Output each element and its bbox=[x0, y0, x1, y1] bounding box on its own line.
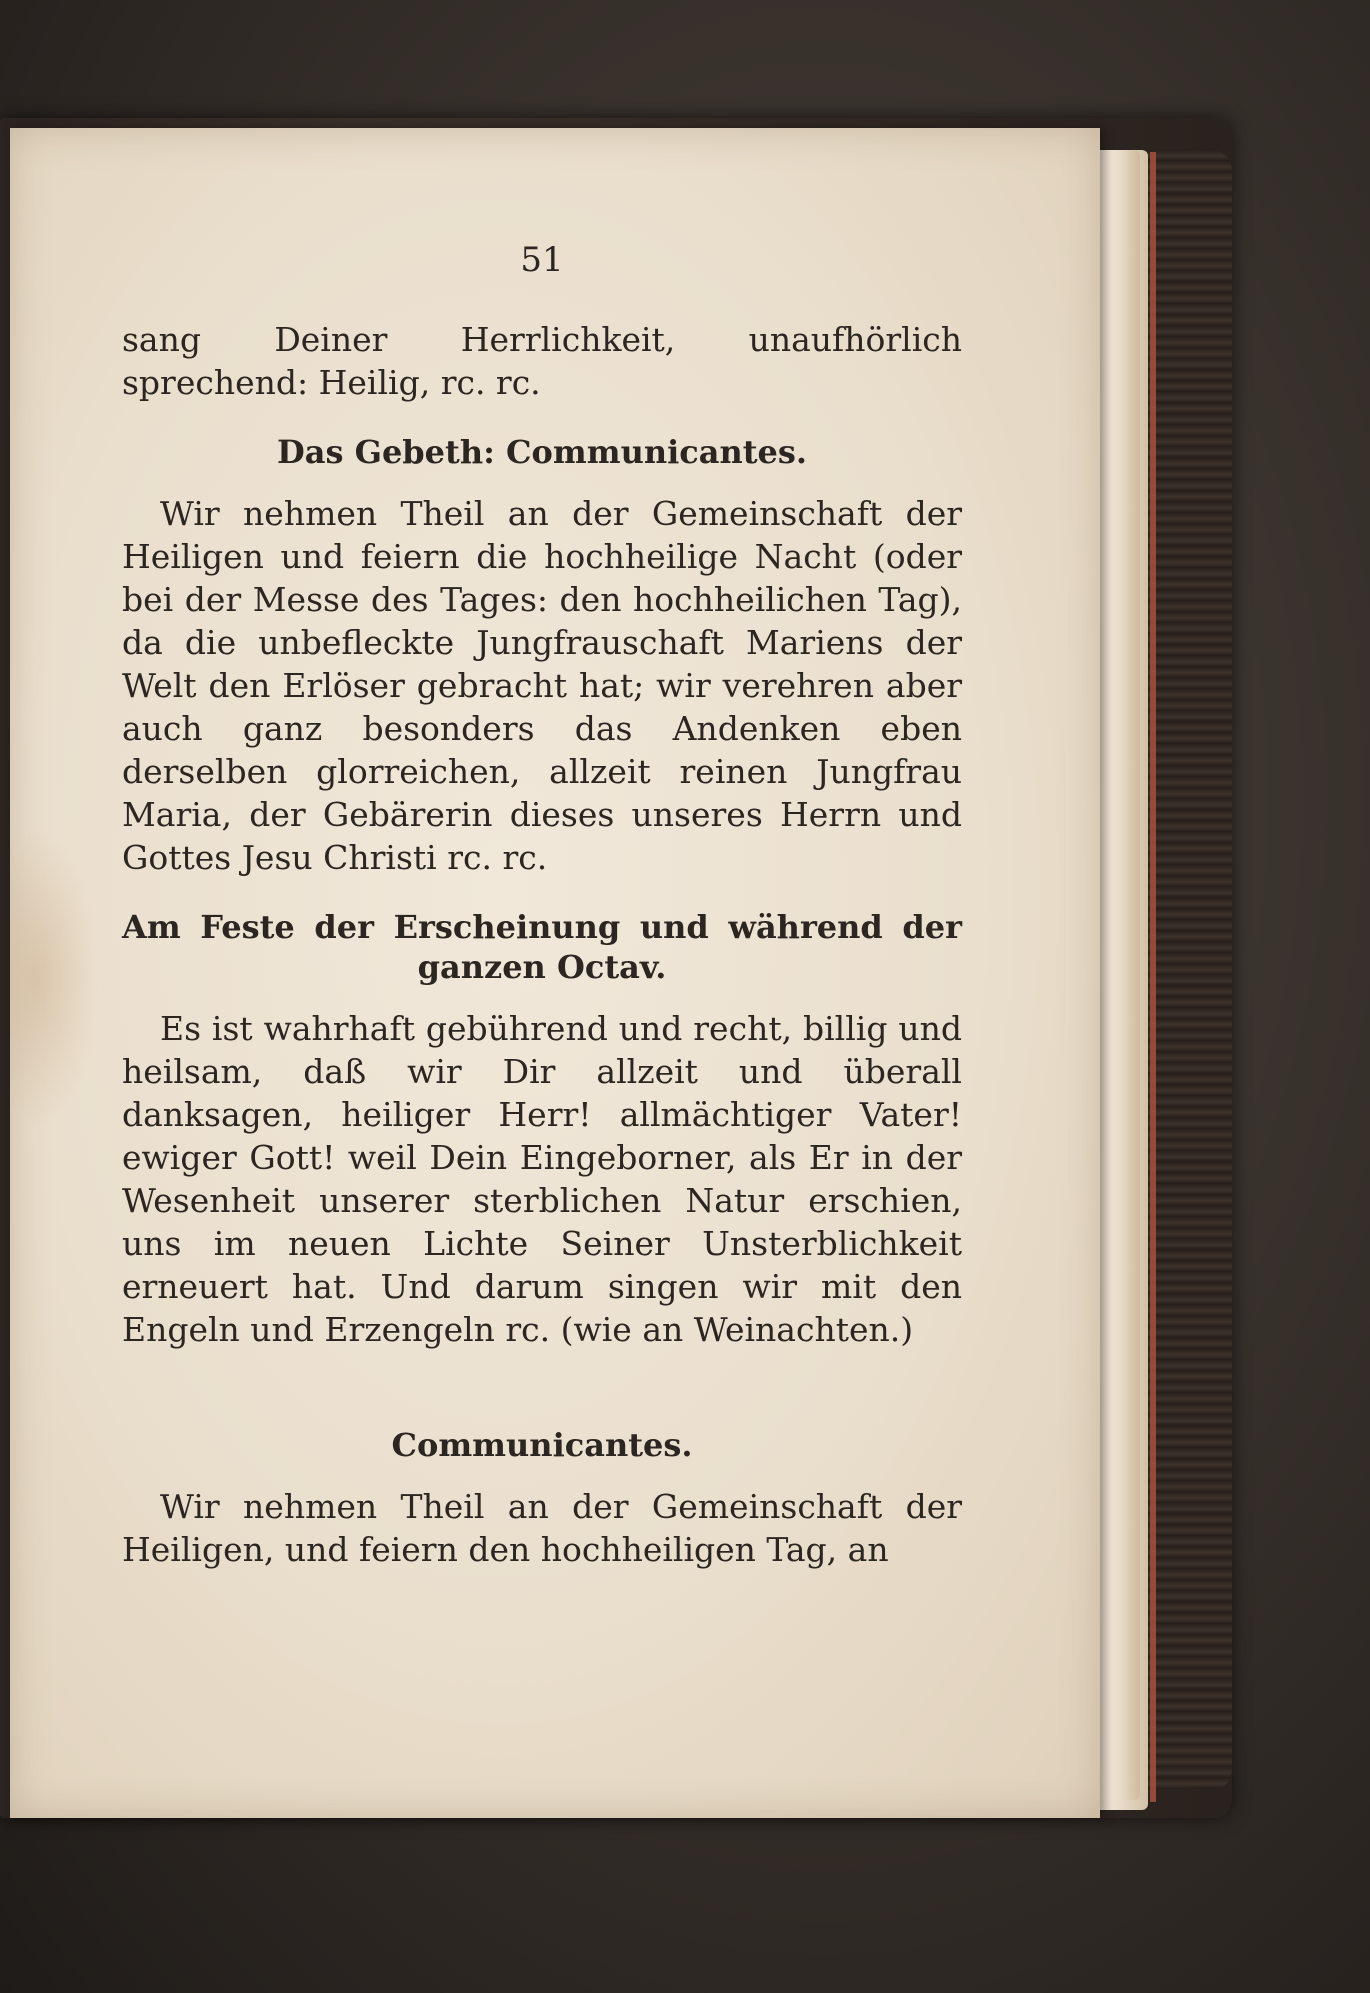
spacer bbox=[122, 1351, 962, 1397]
paragraph-continuation: sang Deiner Herrlichkeit, unaufhörlich sprechend: Heilig, rc. rc. bbox=[122, 320, 962, 402]
section-heading-communicantes-prayer: Das Gebeth: Communicantes. bbox=[276, 433, 808, 471]
paragraph-communicantes-epiphany: Wir nehmen Theil an der Gemeinschaft der Heiligen, und feiern den hochheiligen Tag, an bbox=[122, 1487, 962, 1569]
section-heading-epiphany: Am Feste der Erscheinung und während der ganzen Octav. bbox=[122, 908, 962, 986]
section-heading-communicantes: Communicantes. bbox=[391, 1426, 693, 1464]
page-stain bbox=[10, 828, 100, 1128]
page-number: 51 bbox=[520, 240, 564, 280]
page-stack-edge-inner bbox=[1120, 150, 1140, 1800]
red-page-edge bbox=[1150, 152, 1156, 1802]
paragraph-epiphany-preface: Es ist wahrhaft gebührend und recht, billig und heilsam, daß wir Dir allzeit und überall danksagen, heiliger Herr! allmächtiger Vater! ewiger Gott! weil Dein Eingeborner, als Er in der Wesenheit unserer sterblichen Natur erschien, uns im neuen Lichte Seiner Unsterblichkeit erneuert hat. Und darum singen wir mit den Engeln und Erzengeln rc. (wie an Weinachten.) bbox=[122, 1009, 962, 1349]
paragraph-communicantes-christmas: Wir nehmen Theil an der Gemeinschaft der Heiligen und feiern die hochheilige Nacht (oder bei der Messe des Tages: den hochheilichen Tag), da die unbefleckte Jungfrauschaft Mariens der Welt den Erlöser gebracht hat; wir verehren aber auch ganz besonders das Andenken eben derselben glorreichen, allzeit reinen Jungfrau Maria, der Gebärerin dieses unseres Herrn und Gottes Jesu Christi rc. rc. bbox=[122, 494, 962, 877]
page-text bbox=[122, 240, 962, 1571]
